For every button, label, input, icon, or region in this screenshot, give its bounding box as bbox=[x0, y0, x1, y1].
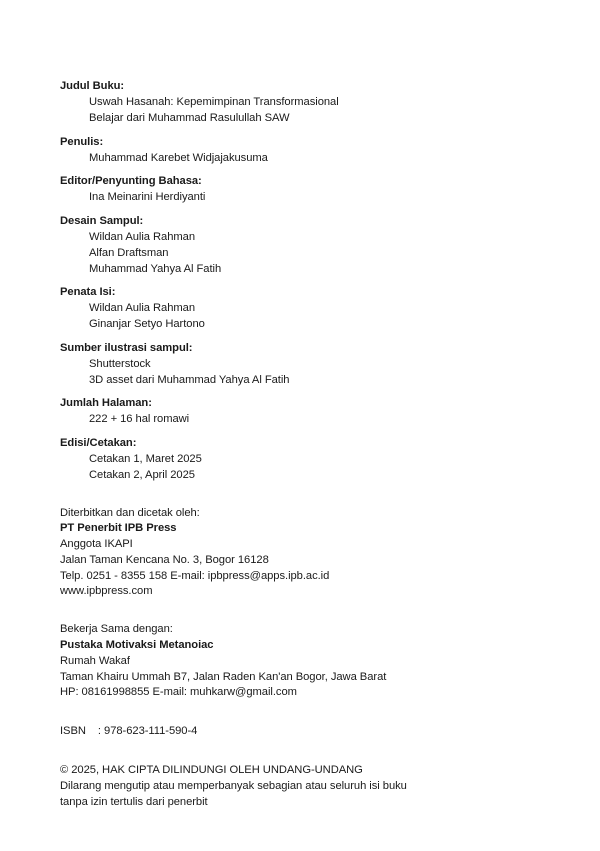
publisher-membership: Anggota IKAPI bbox=[60, 538, 133, 551]
credit-value: Cetakan 2, April 2025 bbox=[89, 468, 195, 481]
credit-section bbox=[60, 395, 600, 427]
copyright-notice: © 2025, HAK CIPTA DILINDUNGI OLEH UNDANG-UNDANG bbox=[60, 764, 363, 777]
credit-value: Alfan Draftsman bbox=[89, 246, 169, 259]
credit-label: Sumber ilustrasi sampul: bbox=[60, 341, 193, 354]
copyright-line-2: tanpa izin tertulis dari penerbit bbox=[60, 795, 208, 808]
credit-section bbox=[60, 340, 600, 388]
copyright-line-1: Dilarang mengutip atau memperbanyak sebagian atau seluruh isi buku bbox=[60, 780, 407, 793]
credit-value: Cetakan 1, Maret 2025 bbox=[89, 452, 202, 465]
partner-contact: HP: 08161998855 E-mail: muhkarw@gmail.com bbox=[60, 686, 297, 699]
credits-list bbox=[60, 78, 600, 483]
isbn-label: ISBN bbox=[60, 725, 86, 738]
isbn-value: : 978-623-111-590-4 bbox=[97, 725, 198, 738]
credit-label: Jumlah Halaman: bbox=[60, 397, 152, 409]
partner-org: Rumah Wakaf bbox=[60, 654, 130, 667]
partner-block bbox=[60, 622, 600, 701]
credit-label: Edisi/Cetakan: bbox=[60, 436, 137, 449]
credit-label: Penulis: bbox=[60, 135, 104, 148]
publisher-address: Jalan Taman Kencana No. 3, Bogor 16128 bbox=[60, 553, 269, 566]
partner-address: Taman Khairu Ummah B7, Jalan Raden Kan'an Bogor, Jawa Barat bbox=[60, 670, 387, 683]
publisher-intro: Diterbitkan dan dicetak oleh: bbox=[60, 506, 200, 519]
credit-value: Muhammad Yahya Al Fatih bbox=[89, 262, 222, 275]
credit-label: Desain Sampul: bbox=[60, 214, 144, 227]
copyright-block bbox=[60, 763, 600, 810]
isbn-line bbox=[60, 723, 600, 739]
credit-value: Muhammad Karebet Widjajakusuma bbox=[89, 151, 268, 164]
credit-value: Ina Meinarini Herdiyanti bbox=[89, 191, 206, 203]
credit-value: 222 + 16 hal romawi bbox=[89, 413, 190, 425]
credit-section bbox=[60, 284, 600, 332]
partner-name: Pustaka Motivaksi Metanoiac bbox=[60, 639, 214, 652]
partner-intro: Bekerja Sama dengan: bbox=[60, 623, 173, 636]
credit-value: Belajar dari Muhammad Rasulullah SAW bbox=[89, 112, 290, 124]
credit-section bbox=[60, 134, 600, 166]
publisher-name: PT Penerbit IPB Press bbox=[60, 522, 177, 535]
credit-label: Judul Buku: bbox=[60, 80, 125, 92]
publisher-block bbox=[60, 506, 600, 601]
credit-value: Shutterstock bbox=[89, 357, 151, 370]
credit-value: 3D asset dari Muhammad Yahya Al Fatih bbox=[89, 373, 290, 386]
credit-value: Uswah Hasanah: Kepemimpinan Transformasional bbox=[89, 96, 339, 108]
credit-section bbox=[60, 435, 600, 483]
credit-value: Ginanjar Setyo Hartono bbox=[89, 318, 205, 330]
credit-value: Wildan Aulia Rahman bbox=[89, 302, 196, 314]
credit-value: Wildan Aulia Rahman bbox=[89, 230, 196, 243]
credit-label: Editor/Penyunting Bahasa: bbox=[60, 175, 202, 187]
credit-section bbox=[60, 78, 600, 126]
publisher-contact: Telp. 0251 - 8355 158 E-mail: ipbpress@apps.ipb.ac.id bbox=[60, 569, 330, 582]
publisher-website: www.ipbpress.com bbox=[60, 585, 153, 598]
credit-section bbox=[60, 173, 600, 205]
credit-section bbox=[60, 213, 600, 277]
credit-label: Penata Isi: bbox=[60, 286, 116, 298]
